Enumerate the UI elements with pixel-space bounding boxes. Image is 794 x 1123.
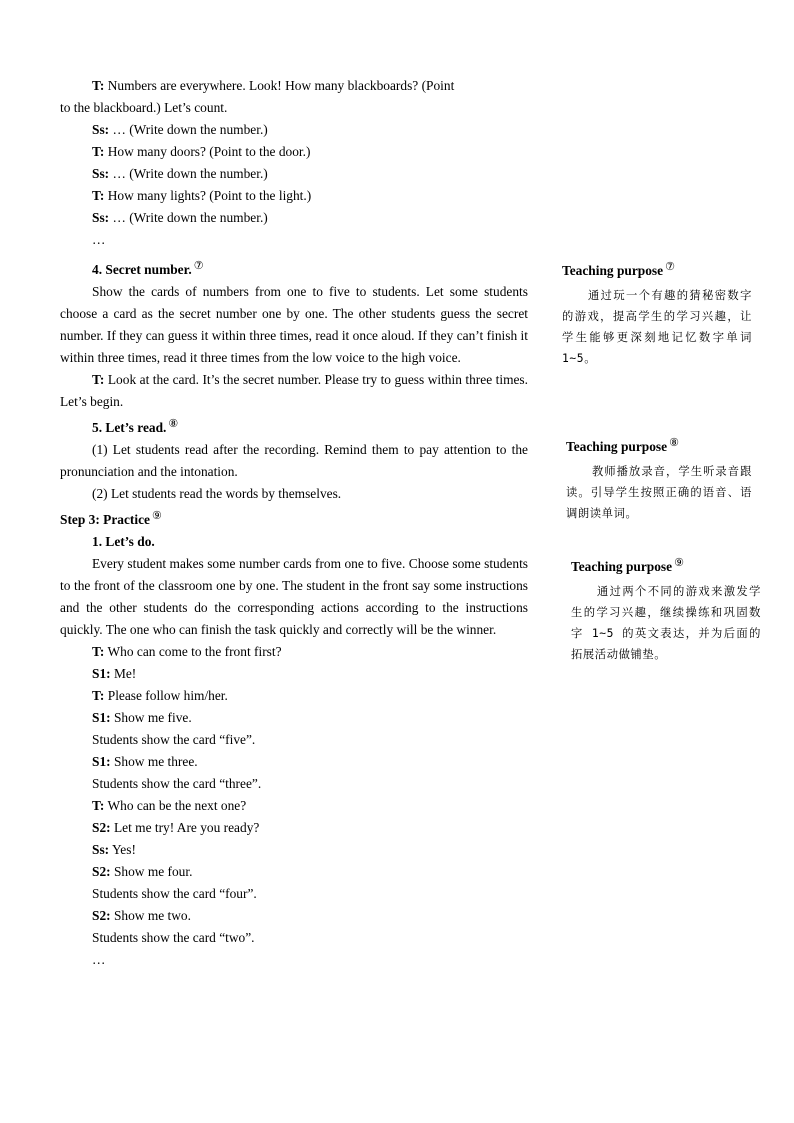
teaching-purpose-note-7 (562, 257, 752, 369)
subsection-heading-lets-do: 1. Let’s do. (92, 534, 155, 549)
dialog-line: Ss: … (Write down the number.) (92, 166, 268, 181)
footnote-mark: ⑧ (168, 418, 179, 430)
ellipsis: … (92, 232, 106, 247)
dialog-line: T: How many lights? (Point to the light.) (92, 188, 312, 203)
teaching-purpose-note-8 (566, 433, 752, 524)
step-heading-practice: Step 3: Practice ⑨ (60, 510, 162, 527)
dialog-line: S2: Let me try! Are you ready? (92, 820, 260, 835)
teacher-line: T: Look at the card. It’s the secret number. Please try to guess within three times. Let’s begin. (60, 372, 528, 409)
footnote-mark: ⑧ (669, 437, 679, 449)
dialog-line: Ss: … (Write down the number.) (92, 210, 268, 225)
dialog-line: S2: Show me two. (92, 908, 191, 923)
dialog-line: T: Who can be the next one? (92, 798, 247, 813)
footnote-mark: ⑨ (151, 510, 162, 522)
dialog-line: T: Who can come to the front first? (92, 644, 282, 659)
dialog-line: T: Please follow him/her. (92, 688, 228, 703)
dialog-line: Ss: … (Write down the number.) (92, 122, 268, 137)
section-heading-secret-number: 4. Secret number. ⑦ (92, 260, 204, 277)
dialog-line: S1: Show me three. (92, 754, 198, 769)
lesson-plan-main-column (60, 75, 528, 971)
teaching-purpose-body: 教师播放录音，学生听录音跟读。引导学生按照正确的语音、语调朗读单词。 (566, 465, 752, 520)
list-item: (2) Let students read the words by themselves. (92, 486, 342, 501)
footnote-mark: ⑦ (665, 261, 675, 273)
action-line: Students show the card “five”. (92, 732, 256, 747)
dialog-line-continued: to the blackboard.) Let’s count. (60, 100, 228, 115)
teaching-purpose-title: Teaching purpose ⑨ (571, 557, 684, 574)
teaching-purpose-body: 通过两个不同的游戏来激发学生的学习兴趣，继续操练和巩固数字 1~5 的英文表达，并为后面的拓展活动做铺垫。 (571, 585, 761, 661)
teaching-purpose-note-9 (571, 553, 761, 665)
action-line: Students show the card “four”. (92, 886, 257, 901)
dialog-line: T: How many doors? (Point to the door.) (92, 144, 311, 159)
action-line: Students show the card “three”. (92, 776, 262, 791)
dialog-line: S1: Me! (92, 666, 137, 681)
list-item: (1) Let students read after the recording. Remind them to pay attention to the pronunciation and the intonation. (60, 442, 528, 479)
dialog-line: S1: Show me five. (92, 710, 192, 725)
footnote-mark: ⑨ (674, 557, 684, 569)
dialog-line: T: Numbers are everywhere. Look! How many blackboards? (Point (92, 78, 455, 93)
teaching-purpose-title: Teaching purpose ⑦ (562, 261, 675, 278)
teaching-purpose-body: 通过玩一个有趣的猜秘密数字的游戏，提高学生的学习兴趣，让学生能够更深刻地记忆数字单词 1~5。 (562, 289, 752, 365)
footnote-mark: ⑦ (193, 260, 204, 272)
ellipsis: … (92, 952, 106, 967)
section-heading-lets-read: 5. Let’s read. ⑧ (92, 418, 179, 435)
action-line: Students show the card “two”. (92, 930, 255, 945)
section-paragraph: Show the cards of numbers from one to five to students. Let some students choose a card as the secret number one by one. The other students guess the secret number. If they can guess it within three times, read it once aloud. If they can’t finish it within three times, read it three times from the low voice to the high voice. (60, 284, 528, 365)
dialog-line: Ss: Yes! (92, 842, 136, 857)
dialog-line: S2: Show me four. (92, 864, 193, 879)
section-paragraph: Every student makes some number cards from one to five. Choose some students to the front of the classroom one by one. The student in the front say some instructions and the other students do the corresponding actions according to the instructions quickly. The one who can finish the task quickly and correctly will be the winner. (60, 556, 528, 637)
teaching-purpose-title: Teaching purpose ⑧ (566, 437, 679, 454)
